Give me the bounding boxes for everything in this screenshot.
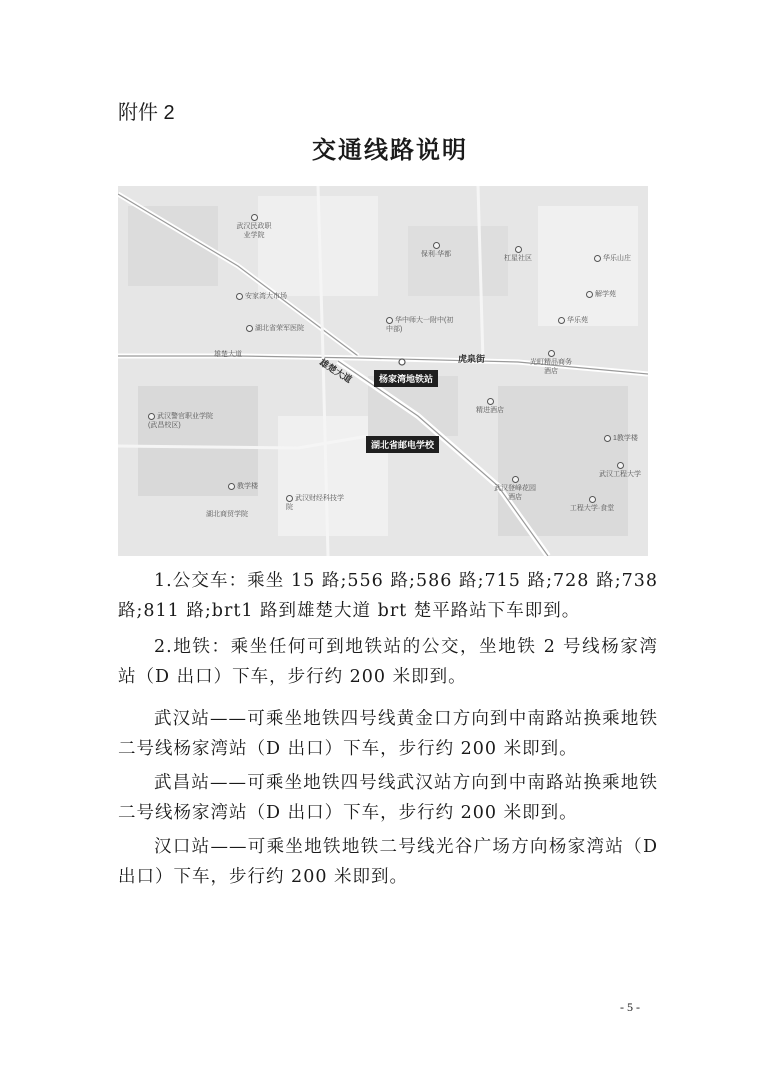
poi-label: 1教学楼: [604, 434, 638, 443]
poi-label: 武汉民政职业学院: [234, 214, 274, 240]
poi-pin-icon: [604, 435, 611, 442]
page-number: - 5 -: [620, 1000, 640, 1014]
poi-label: 华乐山庄: [594, 254, 631, 263]
poi-label: 湖北省荣军医院: [246, 324, 304, 333]
poi-pin-icon: [286, 495, 293, 502]
page-title: 交通线路说明: [312, 135, 468, 164]
route-map: [118, 186, 648, 556]
station-label: 杨家湾地铁站: [374, 370, 438, 387]
poi-label: 武汉警官职业学院(武昌校区): [148, 413, 213, 429]
poi-pin-icon: [589, 496, 596, 503]
poi-label: 雄楚大道: [214, 351, 242, 358]
school-label: 湖北省邮电学校: [366, 436, 439, 453]
poi-pin-icon: [433, 242, 440, 249]
poi-pin-icon: [228, 483, 235, 490]
poi-pin-icon: [594, 255, 601, 262]
paragraph-wuchang-station: 武昌站——可乘坐地铁四号线武汉站方向到中南路站换乘地铁二号线杨家湾站（D 出口）下车，步行约 200 米即到。: [118, 773, 658, 823]
poi-label: 安家湾大市场: [236, 292, 287, 301]
poi-pin-icon: [558, 317, 565, 324]
paragraph-hankou-station: 汉口站——可乘坐地铁地铁二号线光谷广场方向杨家湾站（D 出口）下车，步行约 200 米即到。: [118, 837, 658, 887]
poi-label: 杠星社区: [502, 246, 534, 263]
poi-label: 湖北商贸学院: [206, 511, 248, 518]
road-label-huquan: 虎泉街: [458, 355, 486, 365]
poi-label: 光町精品商务酒店: [530, 350, 572, 376]
poi-label: 武汉财经科技学院: [286, 495, 344, 511]
poi-label: 教学楼: [228, 482, 258, 491]
poi-pin-icon: [515, 246, 522, 253]
poi-pin-icon: [148, 413, 155, 420]
poi-label: 武汉工程大学: [592, 462, 648, 479]
poi-pin-icon: [617, 462, 624, 469]
poi-pin-icon: [487, 398, 494, 405]
poi-label: 解学苑: [586, 290, 616, 299]
poi-label: 武汉登峰花园酒店: [494, 476, 536, 502]
poi-label: 华乐苑: [558, 316, 588, 325]
paragraph-wuhan-station: 武汉站——可乘坐地铁四号线黄金口方向到中南路站换乘地铁二号线杨家湾站（D 出口）下车，步行约 200 米即到。: [118, 709, 658, 759]
attachment-label: 附件 2: [118, 102, 175, 124]
poi-label: 工程大学·食堂: [564, 496, 620, 513]
poi-pin-icon: [246, 325, 253, 332]
poi-pin-icon: [512, 476, 519, 483]
poi-label: 华中师大一附中(初中部): [386, 317, 454, 333]
road-label-xiongchu: 雄楚大道: [317, 357, 354, 386]
poi-pin-icon: [251, 214, 258, 221]
paragraph-metro: 2.地铁：乘坐任何可到地铁站的公交，坐地铁 2 号线杨家湾站（D 出口）下车，步行约 200 米即到。: [118, 637, 658, 687]
paragraph-bus: 1.公交车：乘坐 15 路;556 路;586 路;715 路;728 路;738 路;811 路;brt1 路到雄楚大道 brt 楚平路站下车即到。: [118, 571, 658, 621]
poi-label: 精进酒店: [470, 398, 510, 415]
metro-station-icon: [399, 359, 405, 365]
poi-pin-icon: [548, 350, 555, 357]
poi-pin-icon: [386, 317, 393, 324]
poi-pin-icon: [586, 291, 593, 298]
poi-pin-icon: [236, 293, 243, 300]
poi-label: 保利·华都: [418, 242, 454, 259]
